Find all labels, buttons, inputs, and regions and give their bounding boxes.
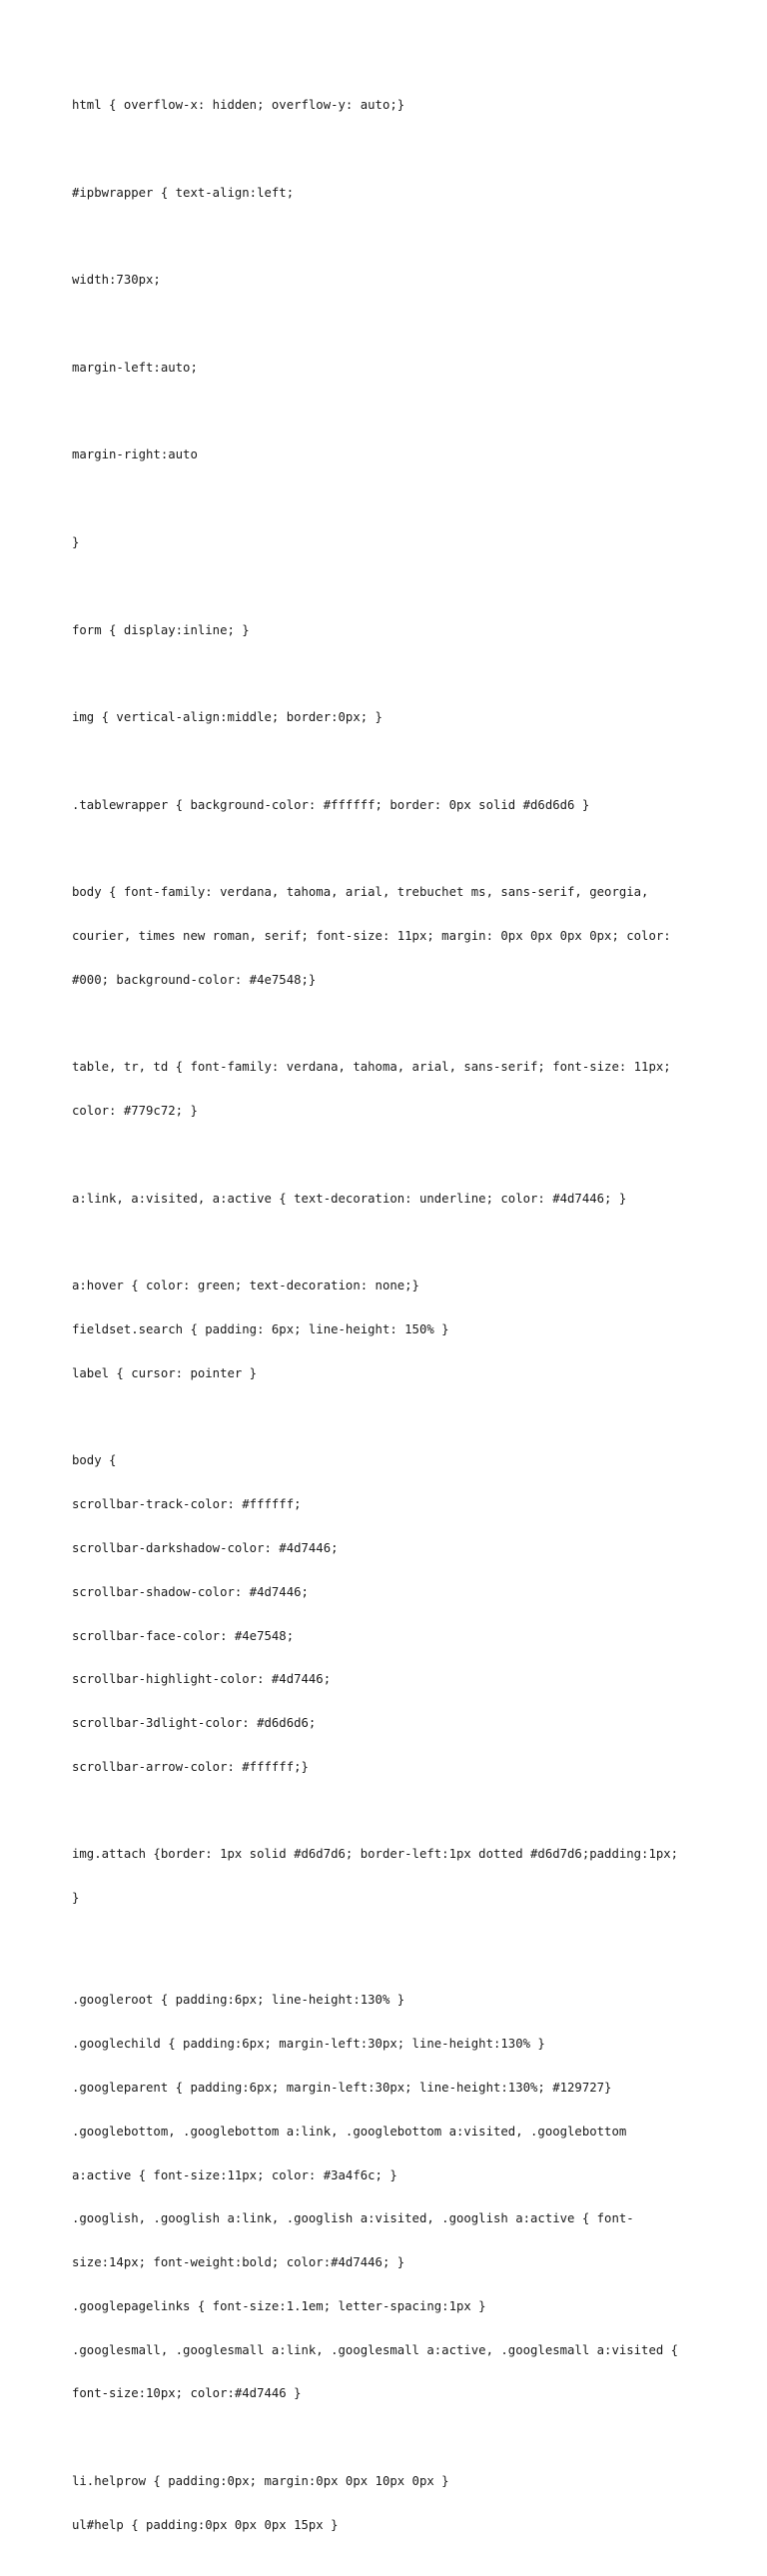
code-line: body { [72,1453,117,1468]
code-line: } [72,535,80,549]
code-line: fieldset.search { padding: 6px; line-height: 150% } [72,1322,449,1337]
code-line: color: #779c72; } [72,1104,198,1119]
code-line: .googlesmall, .googlesmall a:link, .googlesmall a:active, .googlesmall a:visited { [72,2342,679,2357]
code-line: } [72,1891,80,1906]
code-line: margin-left:auto; [72,360,198,375]
code-line: width:730px; [72,273,161,288]
css-rule-table [72,1031,711,1148]
code-line: scrollbar-face-color: #4e7548; [72,1628,295,1643]
code-line: #000; background-color: #4e7548;} [72,972,317,987]
code-line: .googlish, .googlish a:link, .googlish a:visited, .googlish a:active { font- [72,2211,634,2226]
css-document [72,69,711,2576]
css-closing-brace [72,506,711,579]
code-line: scrollbar-arrow-color: #ffffff;} [72,1759,309,1774]
css-rule-tablewrapper [72,769,711,842]
css-rule-img-attach [72,1818,711,1935]
code-line: scrollbar-shadow-color: #4d7446; [72,1584,309,1599]
code-line: img { vertical-align:middle; border:0px; } [72,710,383,725]
css-rule-body-scrollbar [72,1424,711,1803]
css-rule-body [72,856,711,1017]
code-line: margin-right:auto [72,447,198,462]
code-line: #ipbwrapper { text-align:left; [72,185,295,200]
code-line: size:14px; font-weight:bold; color:#4d7446; } [72,2255,405,2270]
css-rule-hover-fieldset-label [72,1250,711,1410]
code-line: .googlebottom, .googlebottom a:link, .googlebottom a:visited, .googlebottom [72,2124,627,2139]
code-line: a:hover { color: green; text-decoration: none;} [72,1279,419,1293]
css-rules-google [72,1964,711,2430]
code-line: scrollbar-highlight-color: #4d7446; [72,1672,332,1687]
code-line: li.helprow { padding:0px; margin:0px 0px 10px 0px } [72,2473,449,2488]
css-declaration-width [72,244,711,317]
code-line: .googleroot { padding:6px; line-height:130% } [72,1993,405,2008]
code-line: .googlepagelinks { font-size:1.1em; letter-spacing:1px } [72,2298,486,2313]
code-line: courier, times new roman, serif; font-size: 11px; margin: 0px 0px 0px 0px; color: [72,929,671,944]
code-line: ul#help { padding:0px 0px 0px 15px } [72,2517,339,2532]
code-line: .googlechild { padding:6px; margin-left:30px; line-height:130% } [72,2037,545,2052]
css-rule-ipbwrapper [72,157,711,230]
code-line: .googleparent { padding:6px; margin-left:30px; line-height:130%; #129727} [72,2080,612,2095]
css-declaration-margin-left [72,332,711,405]
blank-line [72,1950,711,1965]
css-rules-help [72,2445,711,2562]
code-line: .tablewrapper { background-color: #ffffff; border: 0px solid #d6d6d6 } [72,797,590,812]
code-line: scrollbar-track-color: #ffffff; [72,1497,302,1512]
code-line: img.attach {border: 1px solid #d6d7d6; border-left:1px dotted #d6d7d6;padding:1px; [72,1847,679,1862]
code-line: font-size:10px; color:#4d7446 } [72,2386,302,2401]
css-rule-img [72,681,711,754]
css-rule-links [72,1163,711,1236]
code-line: body { font-family: verdana, tahoma, arial, trebuchet ms, sans-serif, georgia, [72,885,649,900]
code-line: label { cursor: pointer } [72,1365,258,1380]
code-line: form { display:inline; } [72,622,250,637]
code-line: a:active { font-size:11px; color: #3a4f6c; } [72,2167,397,2182]
css-rule-form [72,593,711,666]
code-line: scrollbar-darkshadow-color: #4d7446; [72,1540,339,1555]
code-line: scrollbar-3dlight-color: #d6d6d6; [72,1716,317,1731]
code-line: a:link, a:visited, a:active { text-decoration: underline; color: #4d7446; } [72,1191,627,1206]
css-declaration-margin-right [72,419,711,491]
code-line: html { overflow-x: hidden; overflow-y: auto;} [72,98,405,113]
code-line: table, tr, td { font-family: verdana, tahoma, arial, sans-serif; font-size: 11px; [72,1060,671,1075]
css-rule-html [72,69,711,142]
